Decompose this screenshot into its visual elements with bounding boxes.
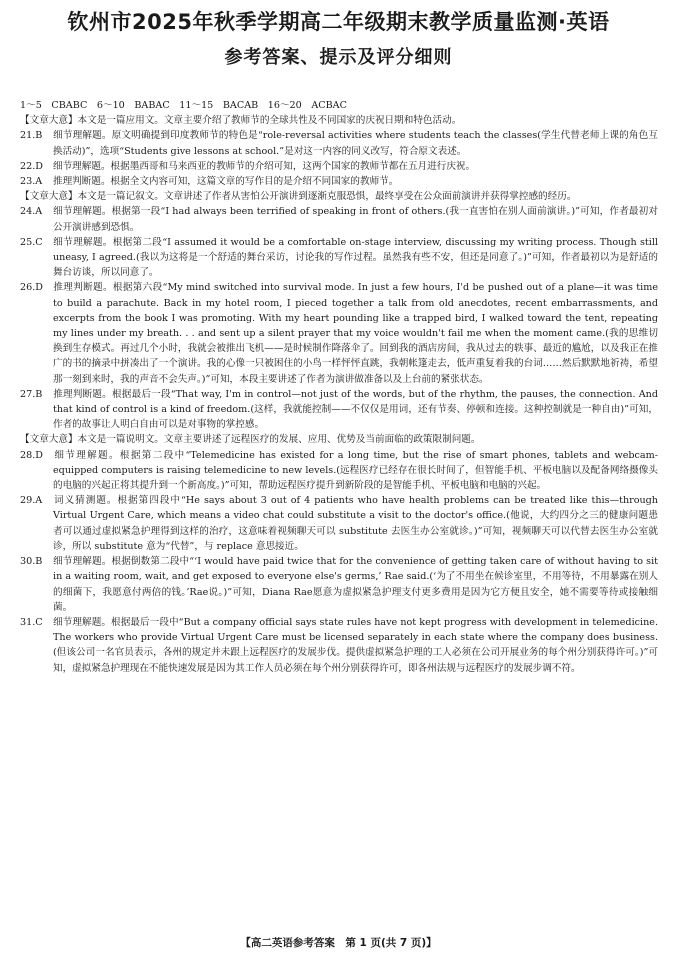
- question-22: [20, 159, 658, 174]
- question-number: 27.B: [20, 388, 43, 400]
- question-number: 21.B: [20, 130, 43, 142]
- question-number: 25.C: [20, 236, 43, 248]
- question-25: [20, 235, 658, 281]
- question-number: 28.D: [20, 449, 43, 461]
- question-explanation: 细节理解题。原文明确提到印度教师节的特色是“role-reversal activities where students teach the classes(学生代替老师上课的角色互换活动)”，选项“Students give lessons at school.”是对这一内容的同义改写，符合原文表述。: [53, 130, 658, 157]
- question-28: [20, 448, 658, 494]
- question-24: [20, 204, 658, 234]
- question-23: [20, 174, 658, 189]
- question-explanation: 细节理解题。根据第二段“I assumed it would be a comfortable on-stage interview, discussing my writing process. Though still uneasy, I agreed.(我以为这将是一个舒适的舞台采访，讨论我的写作过程。虽然我有些不安，但还是同意了。)”可知，作者最初以为是舒适的舞台访谈，所以同意了。: [53, 236, 658, 279]
- question-31: [20, 615, 658, 676]
- question-29: [20, 493, 658, 554]
- question-explanation: 细节理解题。根据最后一段中“But a company official says state rules have not kept progress with development in telemedicine. The workers who provide Virtual Urgent Care must be licensed separately in each state where the company does business.(但该公司一名官员表示，各州的规定并未跟上远程医疗的发展步伐。提供虚拟紧急护理的工人必须在公司开展业务的每个州分别获得许可。)”可知，虚拟紧急护理现在不能快速发展是因为其工作人员必须在每个州分别获得许可，即各州法规与远程医疗的发展步调不符。: [53, 616, 658, 674]
- question-number: 29.A: [20, 495, 43, 507]
- question-21: [20, 128, 658, 158]
- page-subtitle: 参考答案、提示及评分细则: [224, 47, 453, 68]
- question-explanation: 细节理解题。根据倒数第二段中“‘I would have paid twice that for the convenience of getting taken care of without having to sit in a waiting room, wait, and get exposed to everyone else's germs,’ Rae said.(‘为了不用坐在候诊室里，不用等待，不用暴露在别人的细菌下，我愿意付两倍的钱。’Rae说。)”可知，Diana Rae愿意为虚拟紧急护理支付更多费用是因为它方便且安全，她不需要等待或接触细菌。: [53, 556, 658, 613]
- question-number: 24.A: [20, 206, 43, 218]
- question-explanation: 推理判断题。根据第六段“My mind switched into survival mode. In just a few hours, I'd be pushed out of a plane—it was time to build a parachute. Back in my hotel room, I pieced together a talk from old anecdotes, recent embarrassments, and excerpts from the book I was promoting. With my heart pounding like a trapped bird, I walked toward the tent, repeating my lines under my breath. . . and sent up a silent prayer that my voice wouldn't fail me when the moment came.(我的思维切换到生存模式。再过几个小时，我就会被推出飞机——是时候制作降落伞了。回到我的酒店房间，我从过去的轶事、最近的尴尬，以及我正在推广的书的摘录中拼凑出了一个演讲。我的心像一只被困住的小鸟一样怦怦直跳，我朝帐篷走去，低声重复着我的台词……然后默默地祈祷，希望那一刻到来时，我的声音不会失声。)”可知，本段主要讲述了作者为演讲做准备以及上台前的紧张状态。: [53, 282, 658, 385]
- question-number: 26.D: [20, 282, 43, 294]
- question-30: [20, 554, 658, 615]
- question-number: 22.D: [20, 160, 43, 172]
- question-explanation: 词义猜测题。根据第四段中“He says about 3 out of 4 patients who have health problems can be treated like this—through Virtual Urgent Care, which means a video chat could substitute a visit to the doctor's office.(他说，大约四分之三的健康问题患者可以通过虚拟紧急护理得到这样的治疗，这意味着视频聊天可以 substitute 去医生办公室就诊。)”可知，视频聊天可以代替去医生办公室就诊，所以 substitute 意为“代替”，与 replace 意思接近。: [53, 495, 658, 552]
- summary-passage-b: 【文章大意】本文是一篇记叙文。文章讲述了作者从害怕公开演讲到逐渐克服恐惧，最终享受在公众面前演讲并获得掌控感的经历。: [20, 191, 577, 203]
- question-number: 31.C: [20, 616, 43, 628]
- question-27: [20, 387, 658, 433]
- question-number: 30.B: [20, 556, 43, 568]
- page-title: 钦州市2025年秋季学期高二年级期末教学质量监测·英语: [67, 10, 610, 34]
- question-26: [20, 280, 658, 386]
- question-explanation: 推理判断题。根据最后一段“That way, I'm in control—not just of the words, but of the rhythm, the pauses, the connection. And that kind of control is a kind of freedom.(这样，我就能控制——不仅仅是用词，还有节奏、停顿和连接。这种控制就是一种自由)”可知，作者的故事让人明白自由可以是对事物的掌控感。: [53, 388, 658, 431]
- answer-keys: 1～5 CBABC 6～10 BABAC 11～15 BACAB 16～20 ACBAC: [20, 100, 347, 111]
- question-explanation: 细节理解题。根据第二段中“Telemedicine has existed for a long time, but the rise of smart phones, tablets and webcam-equipped computers is raising telemedicine to new levels.(远程医疗已经存在很长时间了，但智能手机、平板电脑以及配备网络摄像头的电脑的兴起正将其提升到一个新高度。)”可知，帮助远程医疗提升到新阶段的是智能手机、平板电脑和电脑的兴起。: [53, 449, 658, 492]
- question-explanation: 细节理解题。根据第一段“I had always been terrified of speaking in front of others.(我一直害怕在别人面前演讲。)”可知，作者最初对公开演讲感到恐惧。: [53, 206, 658, 233]
- question-explanation: 细节理解题。根据墨西哥和马来西亚的教师节的介绍可知，这两个国家的教师节都在五月进行庆祝。: [53, 160, 476, 172]
- summary-passage-c: 【文章大意】本文是一篇说明文。文章主要讲述了远程医疗的发展、应用、优势及当前面临的政策限制问题。: [20, 434, 481, 446]
- page-footer: 【高二英语参考答案 第 1 页(共 7 页)】: [240, 937, 437, 949]
- question-explanation: 推理判断题。根据全文内容可知，这篇文章的写作目的是介绍不同国家的教师节。: [53, 176, 399, 188]
- summary-passage-a: 【文章大意】本文是一篇应用文。文章主要介绍了教师节的全球共性及不同国家的庆祝日期和特色活动。: [20, 115, 462, 127]
- answer-content: [20, 98, 658, 676]
- question-number: 23.A: [20, 176, 43, 188]
